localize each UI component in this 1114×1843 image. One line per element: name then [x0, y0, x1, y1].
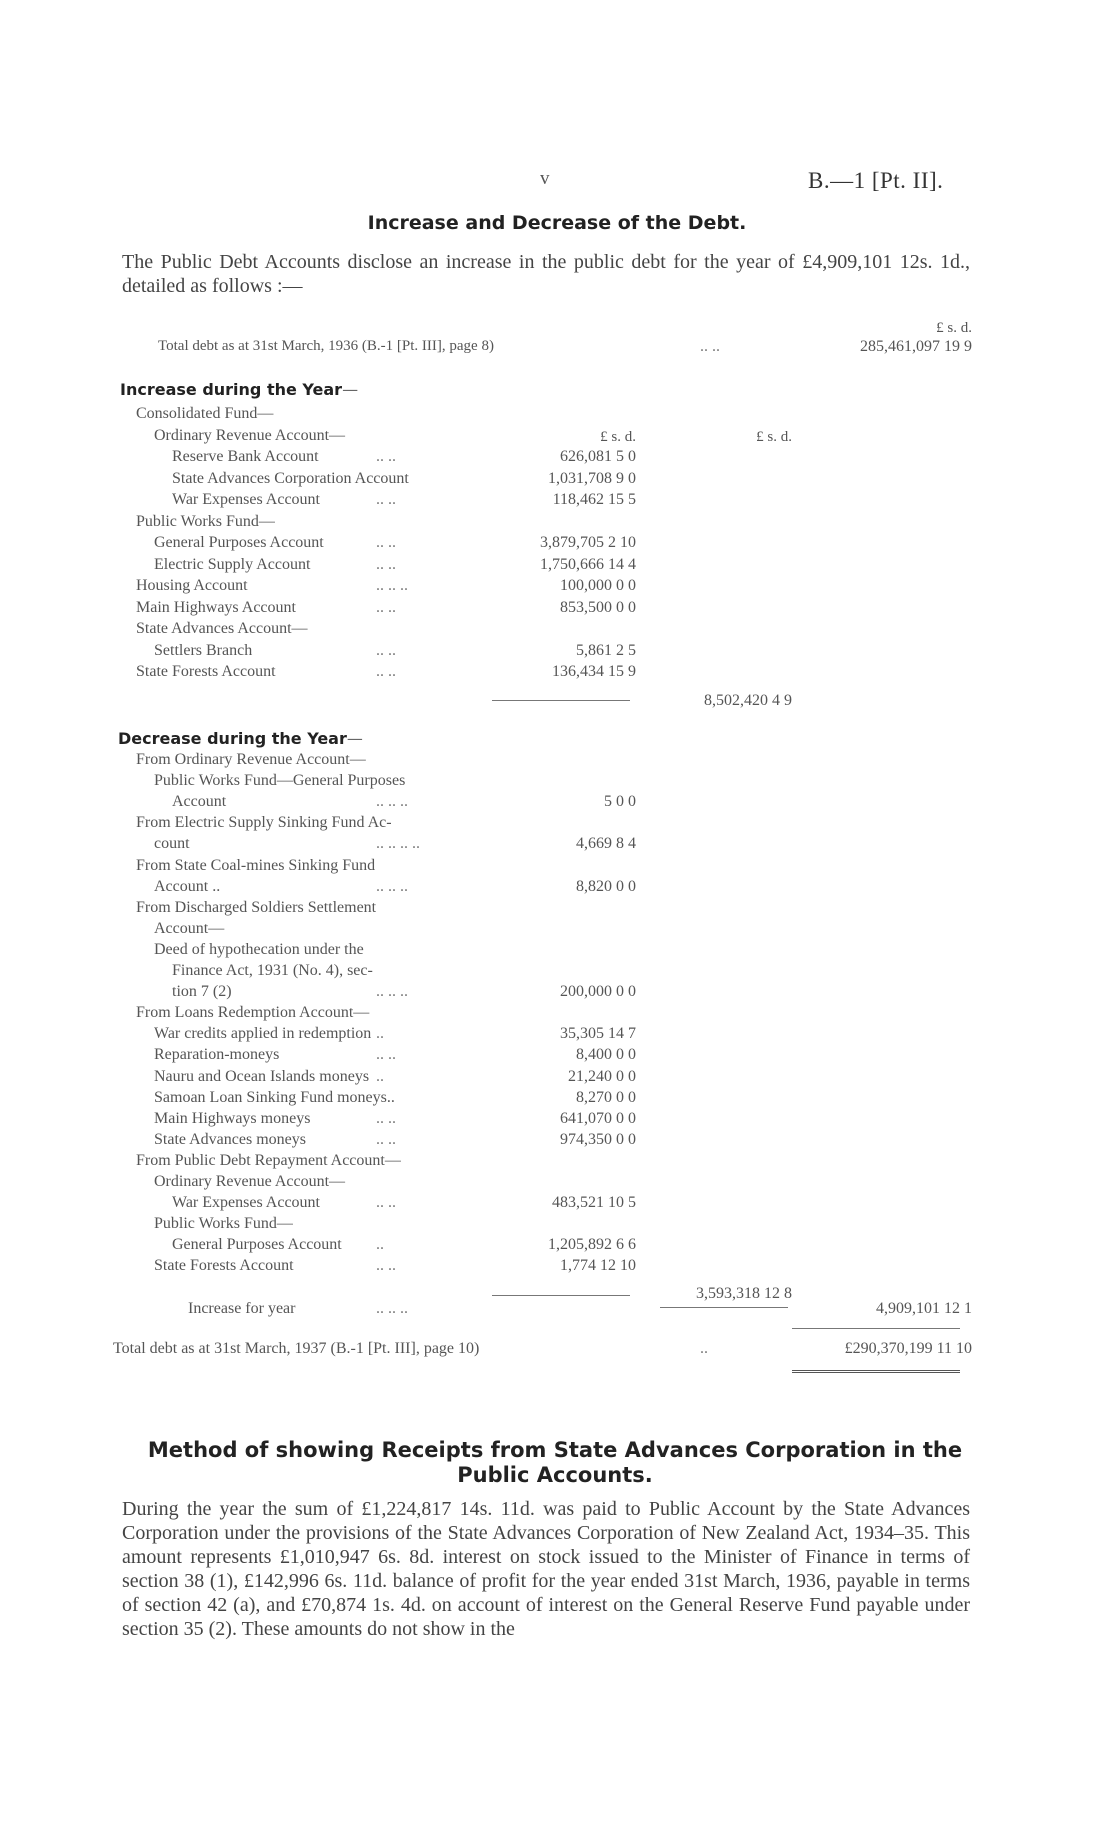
- row-label: From Discharged Soldiers Settlement: [136, 898, 377, 916]
- decrease-row: [0, 1004, 1114, 1026]
- row-label: Housing Account: [136, 577, 248, 594]
- decrease-row: [0, 983, 1114, 1005]
- row-label: From Electric Supply Sinking Fund Ac-: [136, 814, 392, 832]
- row-label: Samoan Loan Sinking Fund moneys..: [154, 1088, 395, 1106]
- row-leader-dots: .. .. ..: [376, 983, 408, 1001]
- closing-balance-amount: £290,370,199 11 10: [844, 1340, 972, 1357]
- increase-for-year-amount: 4,909,101 12 1: [876, 1300, 972, 1317]
- row-amount: 4,669 8 4: [576, 835, 636, 853]
- opening-balance-label: Total debt as at 31st March, 1936 (B.-1 [Pt. III], page 8): [158, 338, 494, 354]
- currency-header-col2: £ s. d.: [756, 429, 792, 445]
- row-label: State Forests Account: [136, 663, 276, 680]
- row-label: From Public Debt Repayment Account—: [136, 1151, 401, 1169]
- row-label: Deed of hypothecation under the: [154, 940, 364, 958]
- row-label: From State Coal-mines Sinking Fund: [136, 856, 376, 874]
- row-label: Nauru and Ocean Islands moneys: [154, 1067, 370, 1085]
- row-amount: 136,434 15 9: [552, 663, 636, 680]
- row-leader-dots: .. .. .. ..: [376, 835, 420, 853]
- row-leader-dots: .. .. ..: [376, 577, 408, 594]
- row-label: Ordinary Revenue Account—: [154, 1173, 346, 1190]
- row-leader-dots: .. ..: [376, 491, 396, 508]
- row-label: State Forests Account: [154, 1257, 294, 1275]
- row-label: count: [154, 835, 190, 853]
- decrease-row: [0, 1025, 1114, 1047]
- row-label: Main Highways moneys: [154, 1109, 311, 1127]
- increase-row: [0, 556, 1114, 578]
- closing-rule-top: [792, 1328, 960, 1329]
- row-label: Account: [172, 793, 227, 811]
- row-amount: 626,081 5 0: [560, 448, 636, 465]
- increase-row: [0, 663, 1114, 685]
- row-amount: 1,774 12 10: [560, 1257, 636, 1275]
- row-amount: 8,820 0 0: [576, 877, 636, 895]
- row-leader-dots: .. ..: [376, 641, 396, 659]
- row-amount: 8,270 0 0: [576, 1088, 636, 1106]
- row-amount: 8,400 0 0: [576, 1046, 636, 1064]
- row-label: Consolidated Fund—: [136, 405, 274, 422]
- row-label: Reparation-moneys: [154, 1046, 280, 1064]
- decrease-row: [0, 941, 1114, 963]
- row-label: Finance Act, 1931 (No. 4), sec-: [172, 962, 373, 979]
- row-label: War Expenses Account: [172, 1194, 320, 1212]
- row-label: Reserve Bank Account: [172, 448, 319, 465]
- closing-balance-row: [0, 1340, 1114, 1362]
- opening-balance-dots: .. ..: [700, 338, 720, 355]
- row-leader-dots: .. ..: [376, 598, 396, 616]
- row-leader-dots: .. ..: [376, 1130, 396, 1148]
- row-label: General Purposes Account: [172, 1236, 342, 1254]
- increase-row: [0, 534, 1114, 556]
- increase-row: [0, 405, 1114, 427]
- row-label: Public Works Fund—General Purposes: [154, 772, 406, 790]
- increase-row: [0, 620, 1114, 642]
- row-amount: 483,521 10 5: [552, 1194, 636, 1212]
- intro-paragraph: The Public Debt Accounts disclose an increase in the public debt for the year of £4,909,101 12s. 1d., detailed as follows :—: [122, 251, 970, 297]
- row-label: tion 7 (2): [172, 983, 232, 1001]
- row-label: From Loans Redemption Account—: [136, 1004, 370, 1022]
- row-leader-dots: ..: [376, 1236, 384, 1254]
- closing-balance-label: Total debt as at 31st March, 1937 (B.-1 [Pt. III], page 10): [113, 1340, 480, 1357]
- row-amount: 100,000 0 0: [560, 577, 636, 594]
- decrease-row: [0, 1046, 1114, 1068]
- row-leader-dots: .. .. ..: [376, 793, 408, 811]
- row-amount: 200,000 0 0: [560, 983, 636, 1001]
- row-label: Account ..: [154, 877, 221, 895]
- row-label: State Advances Corporation Account: [172, 469, 409, 487]
- row-label: State Advances moneys: [154, 1130, 306, 1148]
- row-leader-dots: .. ..: [376, 555, 396, 573]
- row-label: Public Works Fund—: [136, 512, 275, 530]
- row-leader-dots: ..: [376, 1025, 384, 1043]
- decrease-row: [0, 962, 1114, 984]
- decrease-row: [0, 1257, 1114, 1279]
- row-label: General Purposes Account: [154, 534, 324, 551]
- page-number: v: [540, 168, 550, 189]
- opening-balance-amount: 285,461,097 19 9: [860, 338, 972, 355]
- row-amount: 1,205,892 6 6: [548, 1236, 636, 1254]
- decrease-heading-text: Decrease during the Year: [118, 729, 347, 748]
- decrease-row: [0, 857, 1114, 879]
- decrease-row: [0, 772, 1114, 794]
- increase-row: [0, 513, 1114, 535]
- increase-total-row: [0, 692, 1114, 714]
- row-leader-dots: .. ..: [376, 1257, 396, 1275]
- increase-row: [0, 642, 1114, 664]
- row-leader-dots: .. .. ..: [376, 877, 408, 895]
- row-label: Settlers Branch: [154, 641, 253, 659]
- row-label: Public Works Fund—: [154, 1215, 293, 1233]
- increase-row: [0, 599, 1114, 621]
- row-amount: 35,305 14 7: [560, 1025, 636, 1043]
- decrease-row: [0, 1131, 1114, 1153]
- decrease-heading-dash: —: [346, 729, 363, 748]
- section-title-debt: Increase and Decrease of the Debt.: [367, 212, 747, 234]
- row-leader-dots: .. ..: [376, 1046, 396, 1064]
- decrease-heading: [118, 729, 363, 748]
- closing-rule-bottom: [792, 1370, 960, 1373]
- increase-row: [0, 577, 1114, 599]
- decrease-row: [0, 1110, 1114, 1132]
- closing-balance-dots: ..: [700, 1340, 708, 1357]
- decrease-total: 3,593,318 12 8: [696, 1285, 792, 1302]
- decrease-row: [0, 793, 1114, 815]
- decrease-row: [0, 1194, 1114, 1216]
- row-amount: 118,462 15 5: [552, 491, 636, 508]
- decrease-row: [0, 1089, 1114, 1111]
- row-label: War Expenses Account: [172, 491, 320, 508]
- row-leader-dots: ..: [376, 1067, 384, 1085]
- row-amount: 3,879,705 2 10: [540, 534, 636, 551]
- decrease-row: [0, 1068, 1114, 1090]
- currency-header-col1: £ s. d.: [600, 429, 636, 445]
- row-amount: 5,861 2 5: [576, 641, 636, 659]
- document-reference: B.—1 [Pt. II].: [808, 168, 944, 193]
- increase-row: [0, 470, 1114, 492]
- row-amount: 21,240 0 0: [568, 1067, 636, 1085]
- opening-balance-row: [0, 338, 1114, 360]
- increase-heading-dash: —: [342, 380, 359, 399]
- increase-row: [0, 427, 1114, 449]
- increase-row: [0, 491, 1114, 513]
- row-label: From Ordinary Revenue Account—: [136, 751, 366, 768]
- row-amount: 5 0 0: [604, 793, 636, 811]
- increase-for-year-row: [0, 1300, 1114, 1322]
- decrease-row: [0, 1173, 1114, 1195]
- row-amount: 1,031,708 9 0: [548, 469, 636, 487]
- method-paragraph: During the year the sum of £1,224,817 14s. 11d. was paid to Public Account by the State Advances Corporation under the provisions of the State Advances Corporation of New Zealand Act, 1934–35. This amount represents £1,010,947 6s. 8d. interest on stock issued to the Minister of Finance in terms of section 38 (1), £142,996 6s. 11d. balance of profit for the year ended 31st March, 1936, payable in terms of section 42 (a), and £70,874 1s. 4d. on account of interest on the General Reserve Fund payable under section 35 (2). These amounts do not show in the: [122, 1498, 970, 1640]
- decrease-row: [0, 1152, 1114, 1174]
- decrease-row: [0, 899, 1114, 921]
- row-leader-dots: .. ..: [376, 1194, 396, 1212]
- row-amount: 974,350 0 0: [560, 1130, 636, 1148]
- row-amount: 641,070 0 0: [560, 1109, 636, 1127]
- increase-total: 8,502,420 4 9: [704, 692, 792, 709]
- row-leader-dots: .. ..: [376, 448, 396, 465]
- row-label: War credits applied in redemption: [154, 1025, 372, 1043]
- increase-heading-text: Increase during the Year: [120, 380, 343, 399]
- row-amount: 1,750,666 14 4: [540, 555, 636, 573]
- row-label: Account—: [154, 919, 225, 937]
- decrease-row: [0, 878, 1114, 900]
- increase-heading: [120, 380, 358, 399]
- row-label: Electric Supply Account: [154, 555, 311, 573]
- currency-header-right: £ s. d.: [936, 320, 972, 336]
- row-label: Main Highways Account: [136, 598, 296, 616]
- row-label: State Advances Account—: [136, 620, 308, 637]
- decrease-row: [0, 1215, 1114, 1237]
- increase-row: [0, 448, 1114, 470]
- decrease-row: [0, 920, 1114, 942]
- row-amount: 853,500 0 0: [560, 598, 636, 616]
- section-title-method: Method of showing Receipts from State Advances Corporation in the Public Accounts.: [147, 1438, 963, 1487]
- increase-for-year-dots: .. .. ..: [376, 1300, 408, 1317]
- decrease-row: [0, 1236, 1114, 1258]
- increase-for-year-label: Increase for year: [188, 1300, 296, 1317]
- row-leader-dots: .. ..: [376, 1109, 396, 1127]
- decrease-row: [0, 835, 1114, 857]
- row-label: Ordinary Revenue Account—: [154, 426, 346, 444]
- decrease-row: [0, 814, 1114, 836]
- decrease-row: [0, 751, 1114, 773]
- row-leader-dots: .. ..: [376, 534, 396, 551]
- row-leader-dots: .. ..: [376, 663, 396, 680]
